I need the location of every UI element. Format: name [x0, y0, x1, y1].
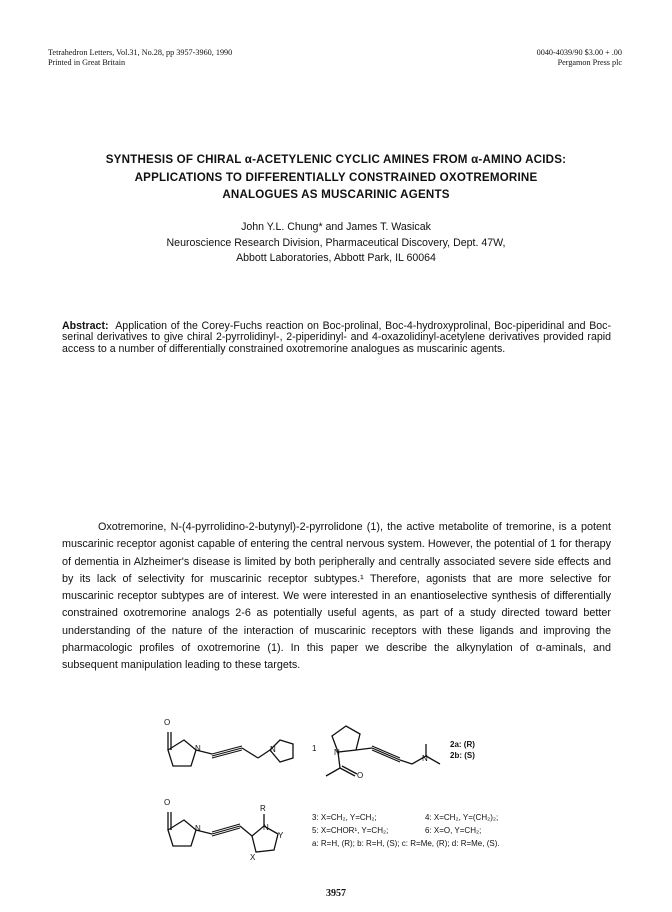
compound-2b-label: 2b: (S)	[450, 751, 475, 760]
compound-3-label: 3: X=CH₂, Y=CH₂;	[312, 813, 377, 822]
publisher-header	[537, 48, 622, 68]
atom-label-o-3: O	[164, 798, 171, 807]
body-text	[62, 519, 611, 675]
abstract	[62, 321, 611, 355]
compound-2a-label: 2a: (R)	[450, 740, 475, 749]
atom-label-y: Y	[278, 831, 284, 840]
atom-label-n-2a: N	[334, 748, 340, 757]
structure-compound-2	[326, 726, 440, 776]
issn-price: 0040-4039/90 $3.00 + .00	[536, 48, 622, 57]
page-number: 3957	[326, 888, 346, 899]
atom-label-n-1a: N	[195, 744, 201, 753]
paper-title	[40, 151, 632, 204]
atom-label-n-1b: N	[270, 745, 276, 754]
journal-citation: Tetrahedron Letters, Vol.31, No.28, pp 3957-3960, 1990	[48, 48, 233, 57]
journal-header	[48, 48, 232, 68]
author-names: John Y.L. Chung* and James T. Wasicak	[241, 221, 431, 233]
chemical-structures-figure	[150, 710, 530, 870]
compound-5-label: 5: X=CHOR¹, Y=CH₂;	[312, 826, 389, 835]
compound-1-label: 1	[312, 744, 317, 753]
title-line-1: SYNTHESIS OF CHIRAL α-ACETYLENIC CYCLIC AMINES FROM α-AMINO ACIDS:	[105, 153, 567, 166]
compound-4-label: 4: X=CH₂, Y=(CH₂)₂;	[425, 813, 499, 822]
author-block	[40, 220, 632, 267]
atom-label-n-3a: N	[195, 824, 201, 833]
structure-compounds-3-6	[168, 812, 278, 852]
affiliation-line-2: Abbott Laboratories, Abbott Park, IL 60064	[236, 252, 436, 264]
atom-label-n-3b: N	[263, 823, 269, 832]
publisher-name: Pergamon Press plc	[557, 58, 622, 67]
atom-label-o-2: O	[357, 771, 364, 780]
abstract-text: Application of the Corey-Fuchs reaction on Boc-prolinal, Boc-4-hydroxyprolinal, Boc-piperidinal and Boc-serinal derivatives to give chiral 2-pyrrolidinyl-, 2-piperidinyl- and 4-oxazolidinyl-acetylene derivatives provided rapid access to a number of differentially constrained oxotremorine analogues as muscarinic agents.	[62, 320, 611, 355]
atom-label-o-1: O	[164, 718, 171, 727]
atom-label-x: X	[250, 853, 256, 862]
title-line-3: ANALOGUES AS MUSCARINIC AGENTS	[222, 188, 450, 201]
substituent-legend: a: R=H, (R); b: R=H, (S); c: R=Me, (R); d: R=Me, (S).	[312, 839, 500, 848]
affiliation-line-1: Neuroscience Research Division, Pharmaceutical Discovery, Dept. 47W,	[166, 236, 506, 249]
atom-label-r: R	[260, 804, 266, 813]
printed-in: Printed in Great Britain	[48, 58, 126, 67]
compound-6-label: 6: X=O, Y=CH₂;	[425, 826, 482, 835]
title-line-2: APPLICATIONS TO DIFFERENTIALLY CONSTRAINED OXOTREMORINE	[134, 170, 538, 184]
abstract-label: Abstract:	[62, 320, 109, 332]
body-paragraph: Oxotremorine, N-(4-pyrrolidino-2-butynyl)-2-pyrrolidone (1), the active metabolite of tremorine, is a potent muscarinic receptor agonist capable of entering the central nervous system. However, the potential of 1 for therapy of dementia in Alzheimer's disease is limited by both peripherally and centrally associated severe side effects and by its lack of selectivity for muscarinic receptor subtypes.¹ Therefore, agonists that are more selective for muscarinic receptor subtypes are of interest. We were interested in an enantioselective synthesis of differentially constrained oxotremorine analogs 2-6 as potentially useful agents, as part of a study directed toward better understanding of the nature of the interaction of muscarinic receptors with these ligands and improving the pharmacologic profiles of oxotremorine (1). In this paper we describe the alkynylation of α-aminals, and subsequent manipulation leading to these targets.	[62, 521, 611, 672]
atom-label-n-2b: N	[422, 754, 428, 763]
